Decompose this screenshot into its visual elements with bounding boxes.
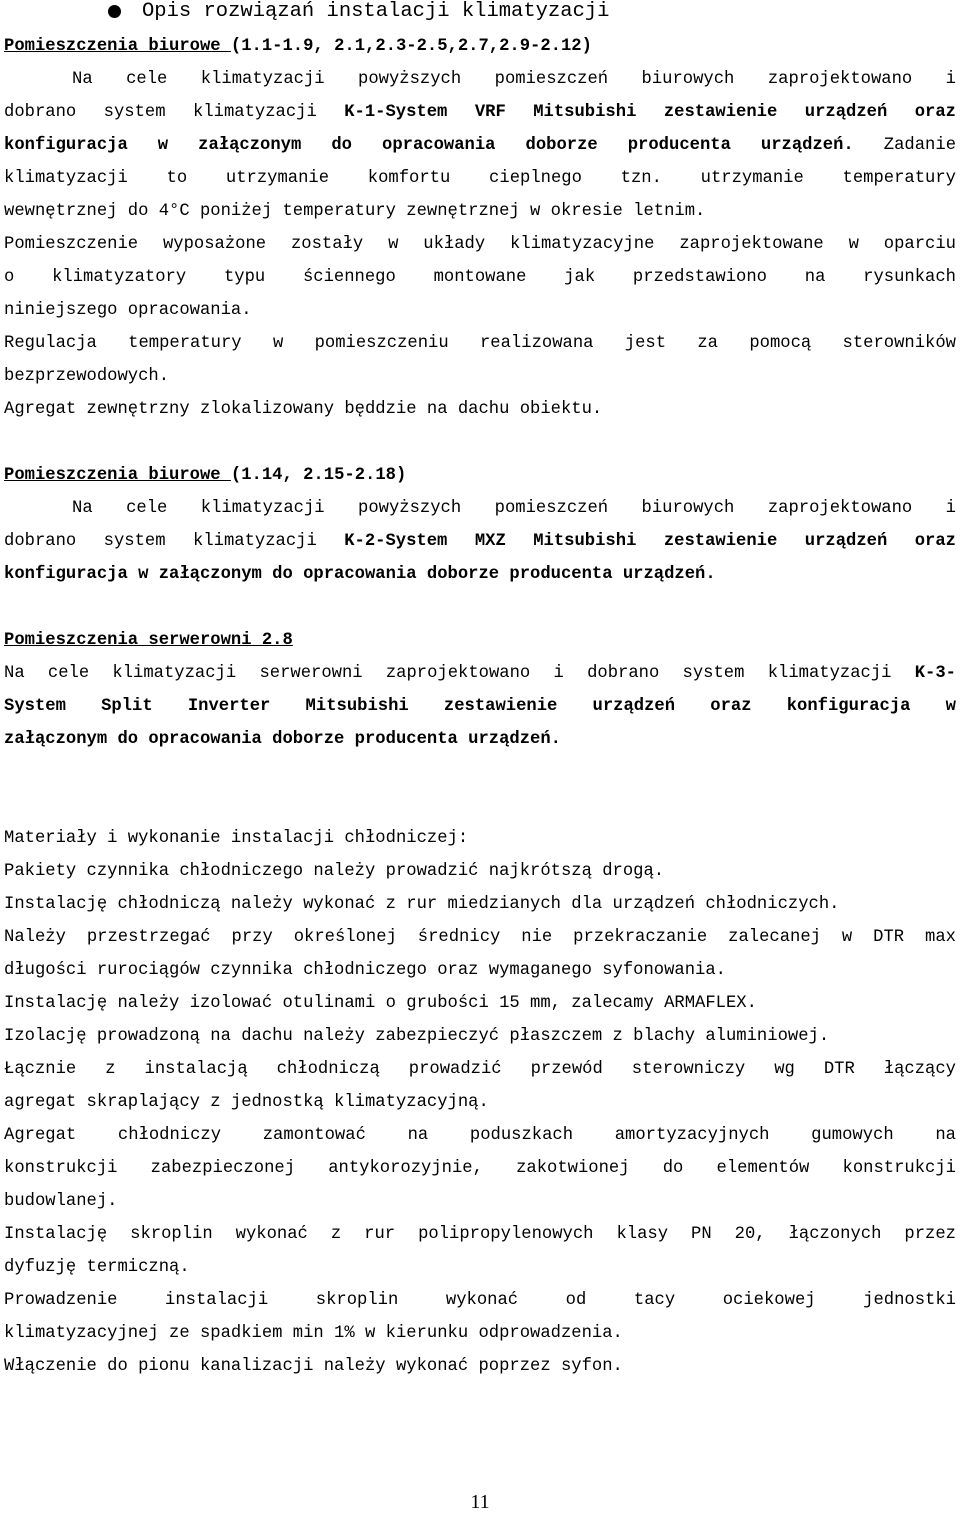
page-number: 11 <box>470 1491 490 1513</box>
s2-line-2a: dobrano system klimatyzacji <box>4 532 345 551</box>
materials-line: budowlanej. <box>4 1192 118 1211</box>
materials-line: Pakiety czynnika chłodniczego należy prowadzić najkrótszą drogą. <box>4 862 665 881</box>
s1-line-3a: konfiguracja w załączonym do opracowania doborze producenta urządzeń. <box>4 136 854 155</box>
s2-line-2b: K-2-System MXZ Mitsubishi zestawienie urządzeń oraz <box>344 532 956 551</box>
materials-heading: Materiały i wykonanie instalacji chłodniczej: <box>4 829 469 848</box>
section3-title: Pomieszczenia serwerowni 2.8 <box>4 631 293 650</box>
s1-line-8: niniejszego opracowania. <box>4 301 252 320</box>
s1-line-3 <box>4 135 956 157</box>
section1-title-rooms: (1.1-1.9, 2.1,2.3-2.5,2.7,2.9-2.12) <box>230 37 592 56</box>
s3-line-1b: K-3- <box>914 664 956 683</box>
s1-line-9: Regulacja temperatury w pomieszczeniu realizowana jest za pomocą sterowników <box>4 334 956 353</box>
s3-line-3: załączonym do opracowania doborze producenta urządzeń. <box>4 730 561 749</box>
s2-line-1: Na cele klimatyzacji powyższych pomieszczeń biurowych zaprojektowano i <box>72 499 956 518</box>
materials-line: Należy przestrzegać przy określonej średnicy nie przekraczanie zalecanej w DTR max <box>4 928 956 947</box>
s1-line-2b: K-1-System VRF Mitsubishi zestawienie urządzeń oraz <box>344 103 956 122</box>
section2-title-underlined: Pomieszczenia biurowe <box>4 466 231 485</box>
s1-line-2 <box>4 102 956 124</box>
s1-line-1: Na cele klimatyzacji powyższych pomieszczeń biurowych zaprojektowano i <box>72 70 956 89</box>
materials-line: Łącznie z instalacją chłodniczą prowadzić przewód sterowniczy wg DTR łączący <box>4 1060 956 1079</box>
s1-line-10: bezprzewodowych. <box>4 367 170 386</box>
section1-title-underlined: Pomieszczenia biurowe <box>4 37 231 56</box>
section-heading: Opis rozwiązań instalacji klimatyzacji <box>142 0 610 23</box>
s3-line-1 <box>4 663 956 685</box>
s3-line-1a: Na cele klimatyzacji serwerowni zaprojektowano i dobrano system klimatyzacji <box>4 664 915 683</box>
s1-line-7: o klimatyzatory typu ściennego montowane jak przedstawiono na rysunkach <box>4 268 956 287</box>
bullet-icon <box>108 5 121 18</box>
materials-line: Instalację skroplin wykonać z rur polipropylenowych klasy PN 20, łączonych przez <box>4 1225 956 1244</box>
materials-line: klimatyzacyjnej ze spadkiem min 1% w kierunku odprowadzenia. <box>4 1324 623 1343</box>
s2-line-3: konfiguracja w załączonym do opracowania doborze producenta urządzeń. <box>4 565 716 584</box>
section1-title <box>4 36 956 58</box>
s1-line-3b: Zadanie <box>853 136 957 155</box>
materials-line: długości rurociągów czynnika chłodniczego oraz wymaganego syfonowania. <box>4 961 726 980</box>
materials-line: Włączenie do pionu kanalizacji należy wykonać poprzez syfon. <box>4 1357 623 1376</box>
s1-line-5: wewnętrznej do 4°C poniżej temperatury zewnętrznej w okresie letnim. <box>4 202 706 221</box>
s1-line-4: klimatyzacji to utrzymanie komfortu cieplnego tzn. utrzymanie temperatury <box>4 169 956 188</box>
materials-line: agregat skraplający z jednostką klimatyzacyjną. <box>4 1093 489 1112</box>
materials-line: Instalację należy izolować otulinami o grubości 15 mm, zalecamy ARMAFLEX. <box>4 994 757 1013</box>
s3-line-2: System Split Inverter Mitsubishi zestawienie urządzeń oraz konfiguracja w <box>4 697 956 716</box>
materials-line: Prowadzenie instalacji skroplin wykonać od tacy ociekowej jednostki <box>4 1291 956 1310</box>
materials-line: Izolację prowadzoną na dachu należy zabezpieczyć płaszczem z blachy aluminiowej. <box>4 1027 830 1046</box>
materials-line: konstrukcji zabezpieczonej antykorozyjnie, zakotwionej do elementów konstrukcji <box>4 1159 956 1178</box>
s2-line-2 <box>4 531 956 553</box>
section2-title <box>4 465 956 487</box>
s1-line-6: Pomieszczenie wyposażone zostały w układy klimatyzacyjne zaprojektowane w oparciu <box>4 235 956 254</box>
materials-line: dyfuzję termiczną. <box>4 1258 190 1277</box>
materials-line: Agregat chłodniczy zamontować na poduszkach amortyzacyjnych gumowych na <box>4 1126 956 1145</box>
s1-line-11: Agregat zewnętrzny zlokalizowany będdzie na dachu obiektu. <box>4 400 603 419</box>
s1-line-2a: dobrano system klimatyzacji <box>4 103 345 122</box>
materials-line: Instalację chłodniczą należy wykonać z rur miedzianych dla urządzeń chłodniczych. <box>4 895 840 914</box>
section2-title-rooms: (1.14, 2.15-2.18) <box>230 466 407 485</box>
